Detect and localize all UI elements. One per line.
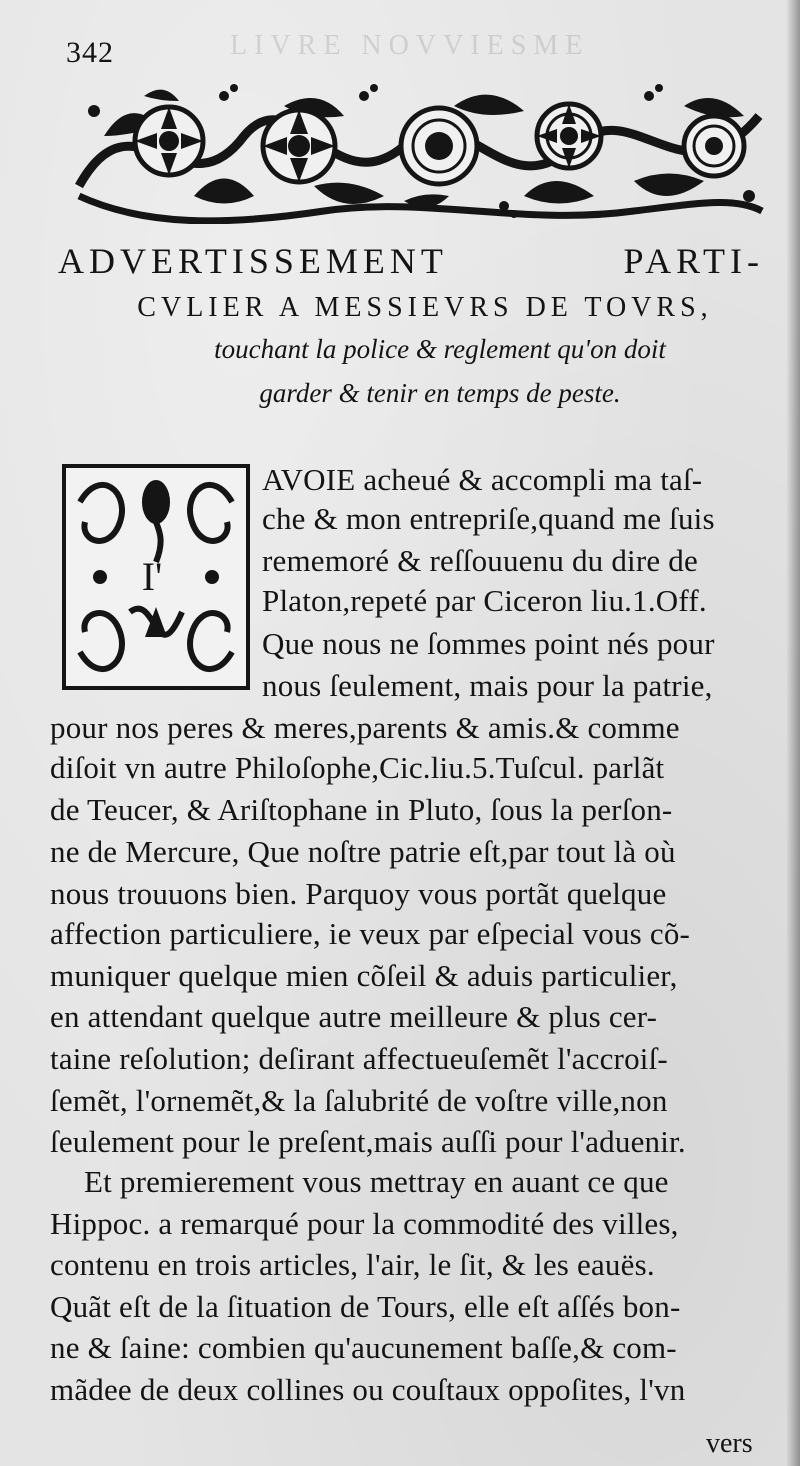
text-line: contenu en trois articles, l'air, le ſit, & les eauës.: [50, 1247, 655, 1282]
text-line: taine reſolution; deſirant affectueuſemẽt l'accroiſ-: [50, 1041, 668, 1076]
text-line: mãdee de deux collines ou couſtaux oppoſites, l'vn: [50, 1372, 686, 1407]
text-line: pour nos peres & meres,parents & amis.& comme: [50, 710, 680, 745]
heading-line-1-left: ADVERTISSEMENT: [58, 241, 448, 281]
text-line: AVOIE acheué & accompli ma taſ-: [262, 462, 703, 497]
text-line: Et premierement vous mettray en auant ce que: [84, 1164, 669, 1199]
heading-line-1: [58, 240, 764, 282]
text-line: Que nous ne ſommes point nés pour: [262, 626, 715, 661]
text-line: ſemẽt, l'ornemẽt,& la ſalubrité de voſtre ville,non: [50, 1083, 668, 1118]
heading-line-3: touchant la police & reglement qu'on doit: [214, 334, 666, 364]
floral-headpiece-ornament: [74, 76, 764, 224]
text-line: de Teucer, & Ariſtophane in Pluto, ſous la perſon-: [50, 792, 673, 827]
text-line: nous ſeulement, mais pour la patrie,: [262, 668, 713, 703]
text-line: diſoit vn autre Philoſophe,Cic.liu.5.Tuſcul. parlãt: [50, 750, 665, 785]
text-line: muniquer quelque mien cõſeil & aduis particulier,: [50, 958, 678, 993]
text-line: ſeulement pour le preſent,mais auſſi pour l'aduenir.: [50, 1124, 686, 1159]
text-line: rememoré & reſſouuenu du dire de: [262, 543, 698, 578]
heading-line-1-right: PARTI-: [623, 241, 764, 281]
text-line: ne & ſaine: combien qu'aucunement baſſe,& com-: [50, 1330, 677, 1365]
decorated-initial-letter: [60, 462, 252, 692]
text-line: Hippoc. a remarqué pour la commodité des villes,: [50, 1206, 679, 1241]
page-edge-shadow: [786, 0, 800, 1466]
text-line: ne de Mercure, Que noſtre patrie eſt,par tout là où: [50, 834, 676, 869]
text-line: che & mon entrepriſe,quand me ſuis: [262, 501, 715, 536]
text-line: nous trouuons bien. Parquoy vous portãt quelque: [50, 876, 667, 911]
page-number: 342: [66, 36, 114, 69]
heading-line-4: garder & tenir en temps de peste.: [259, 378, 621, 408]
running-head-showthrough: LIVRE NOVVIESME: [230, 30, 590, 61]
catchword: vers: [706, 1428, 753, 1459]
text-line: Quãt eſt de la ſituation de Tours, elle eſt aſſés bon-: [50, 1289, 681, 1324]
text-line: Platon,repeté par Ciceron liu.1.Off.: [262, 583, 707, 618]
heading-line-2: CVLIER A MESSIEVRS DE TOVRS,: [137, 292, 713, 323]
text-line: en attendant quelque autre meilleure & plus cer-: [50, 999, 658, 1034]
initial-letter-text: I': [141, 554, 163, 599]
text-line: affection particuliere, ie veux par eſpecial vous cõ-: [50, 916, 691, 951]
